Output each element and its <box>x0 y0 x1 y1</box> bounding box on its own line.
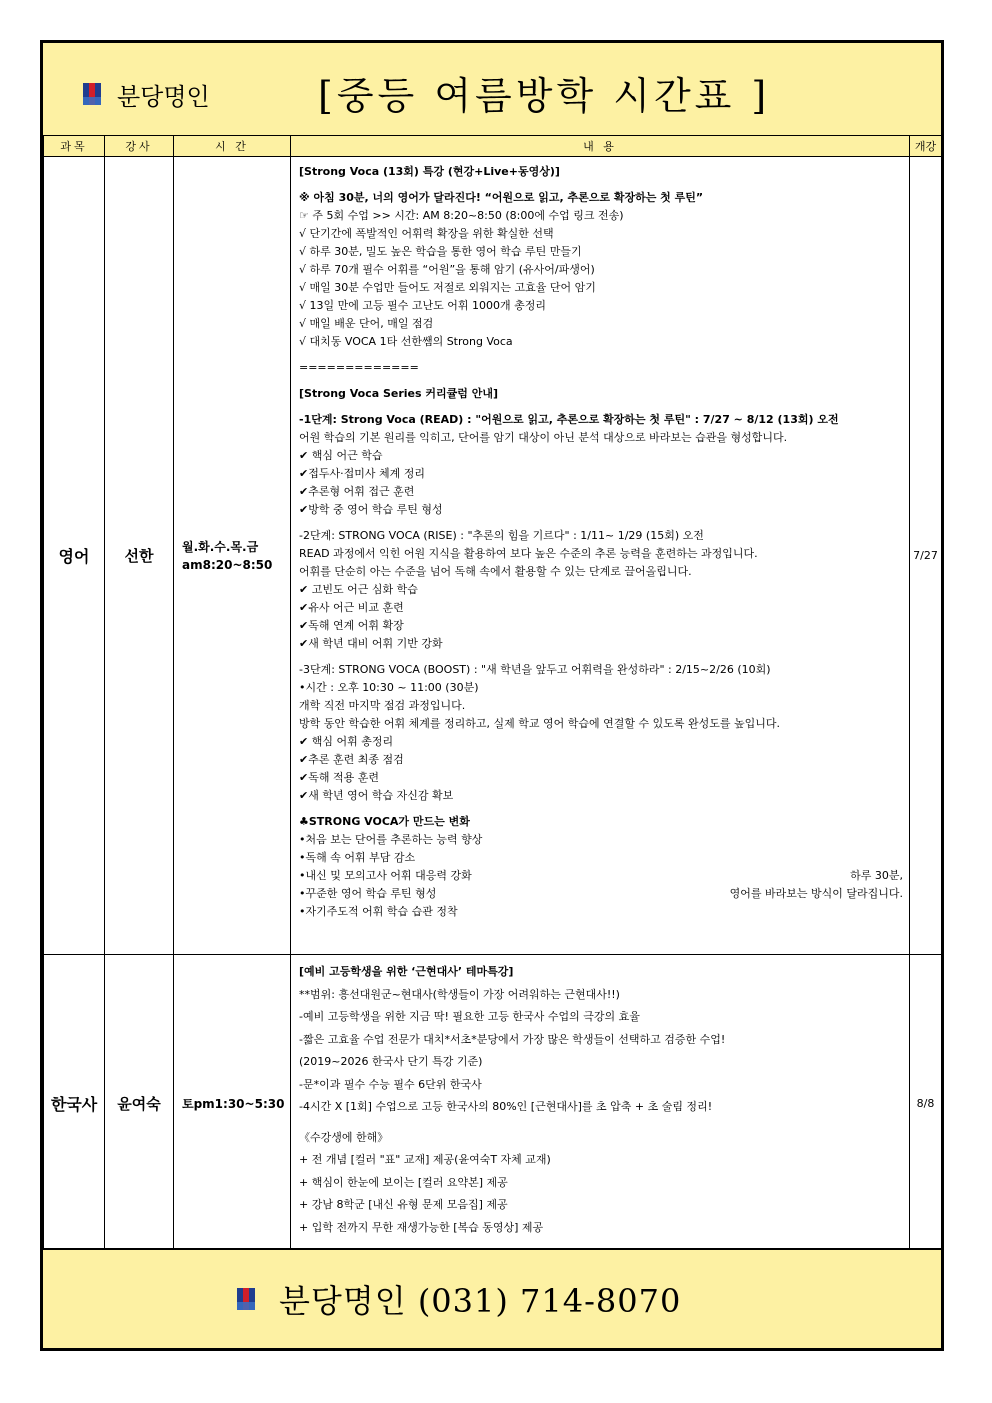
content-line: **범위: 흥선대원군~현대사(학생들이 가장 어려워하는 근현대사!!) <box>299 987 620 1001</box>
content-line: [Strong Voca (13회) 특강 (현강+Live+동영상)] <box>299 165 560 178</box>
content-line: √ 하루 30분, 밀도 높은 학습을 통한 영어 학습 루틴 만들기 <box>299 245 582 258</box>
brand-name: 분당명인 <box>117 83 210 111</box>
content-line: √ 매일 30분 수업만 들어도 저절로 외워지는 고효율 단어 암기 <box>299 281 596 294</box>
time-days: 월.화.수.목.금 <box>182 539 259 554</box>
content-line-right: 영어를 바라보는 방식이 달라집니다. <box>729 887 903 900</box>
content-line <box>299 885 903 903</box>
subject-cell: 영어 <box>44 157 105 955</box>
content-line: ✔새 학년 영어 학습 자신감 확보 <box>299 789 454 802</box>
open-date-cell: 7/27 <box>910 157 942 955</box>
footer-contact: 분당명인 (031) 714-8070 <box>279 1282 682 1320</box>
content-line: •자기주도적 어휘 학습 습관 정착 <box>299 905 458 918</box>
content-lines <box>299 961 903 1239</box>
content-lines <box>299 163 903 921</box>
academy-logo-icon <box>237 1288 255 1310</box>
content-line: ♣STRONG VOCA가 만드는 변화 <box>299 815 470 828</box>
content-line: ✔ 고빈도 어근 심화 학습 <box>299 583 418 596</box>
content-line: √ 하루 70개 필수 어휘를 “어원”을 통해 암기 (유사어/파생어) <box>299 263 595 276</box>
instructor-cell: 선한 <box>105 157 174 955</box>
time-cell <box>174 157 291 955</box>
content-line: •시간 : 오후 10:30 ~ 11:00 (30분) <box>299 681 479 694</box>
content-line: ☞ 주 5회 수업 >> 시간: AM 8:20~8:50 (8:00에 수업 링크 전송) <box>299 209 624 222</box>
col-content-header: 내 용 <box>291 136 910 157</box>
content-line: √ 매일 배운 단어, 매일 점검 <box>299 317 434 330</box>
content-line: + 입학 전까지 무한 재생가능한 [복습 동영상] 제공 <box>299 1220 544 1234</box>
content-line: ✔접두사·접미사 체계 정리 <box>299 467 425 480</box>
open-date-cell: 8/8 <box>910 955 942 1253</box>
content-line: (2019~2026 한국사 단기 특강 기준) <box>299 1055 483 1068</box>
footer-banner <box>43 1248 941 1348</box>
content-line: ✔방학 중 영어 학습 루틴 형성 <box>299 503 443 516</box>
content-line: 《수강생에 한해》 <box>299 1130 389 1144</box>
col-open-header: 개강 <box>910 136 942 157</box>
time-cell <box>174 955 291 1253</box>
time-days: 토pm1:30~5:30 <box>182 1096 285 1111</box>
line-spacer <box>299 181 903 189</box>
col-time-header: 시 간 <box>174 136 291 157</box>
content-line: 개학 직전 마지막 점검 과정입니다. <box>299 699 466 712</box>
content-line: + 강남 8학군 [내신 유형 문제 모음집] 제공 <box>299 1198 508 1211</box>
header-banner <box>43 43 941 137</box>
column-header-row <box>44 136 942 157</box>
content-line: -1단계: Strong Voca (READ) : "어원으로 읽고, 추론으로 확장하는 첫 루틴" : 7/27 ~ 8/12 (13회) 오전 <box>299 413 839 426</box>
content-cell <box>291 955 910 1253</box>
line-spacer <box>299 1119 903 1127</box>
content-line: ✔새 학년 대비 어휘 기반 강화 <box>299 637 443 650</box>
content-line: READ 과정에서 익힌 어원 지식을 활용하여 보다 높은 수준의 추론 능력을 훈련하는 과정입니다. <box>299 547 758 560</box>
content-line: •처음 보는 단어를 추론하는 능력 향상 <box>299 833 483 846</box>
schedule-table <box>43 135 942 1253</box>
content-line: 어원 학습의 기본 원리를 익히고, 단어를 암기 대상이 아닌 분석 대상으로 바라보는 습관을 형성합니다. <box>299 431 788 444</box>
content-line: ✔독해 연계 어휘 확장 <box>299 619 404 632</box>
content-line: ✔추론형 어휘 접근 훈련 <box>299 485 415 498</box>
time-hours: am8:20~8:50 <box>182 557 273 572</box>
content-line: 방학 동안 학습한 어휘 체계를 정리하고, 실제 학교 영어 학습에 연결할 수 있도록 완성도를 높입니다. <box>299 717 780 730</box>
content-line: ✔유사 어근 비교 훈련 <box>299 601 404 614</box>
line-spacer <box>299 377 903 385</box>
content-line: ============= <box>299 361 419 374</box>
academy-logo-icon <box>83 83 101 105</box>
content-line-left: •내신 및 모의고사 어휘 대응력 강화 <box>299 869 472 882</box>
content-line: 어휘를 단순히 아는 수준을 넘어 독해 속에서 활용할 수 있는 단계로 끌어올립니다. <box>299 565 692 578</box>
line-spacer <box>299 805 903 813</box>
content-line: •독해 속 어휘 부담 감소 <box>299 851 416 864</box>
content-cell <box>291 157 910 955</box>
instructor-cell: 윤여숙 <box>105 955 174 1253</box>
content-line: ✔ 핵심 어휘 총정리 <box>299 735 394 748</box>
line-spacer <box>299 351 903 359</box>
content-line: -3단계: STRONG VOCA (BOOST) : "새 학년을 앞두고 어휘력을 완성하라" : 2/15~2/26 (10회) <box>299 663 771 676</box>
col-subject-header: 과목 <box>44 136 105 157</box>
content-line-right: 하루 30분, <box>850 869 903 882</box>
content-line: -2단계: STRONG VOCA (RISE) : "추론의 힘을 기르다" : 1/11~ 1/29 (15회) 오전 <box>299 529 704 542</box>
content-line: √ 대치동 VOCA 1타 선한쌤의 Strong Voca <box>299 335 513 348</box>
subject-cell: 한국사 <box>44 955 105 1253</box>
content-line: ※ 아침 30분, 너의 영어가 달라진다! “어원으로 읽고, 추론으로 확장하는 첫 루틴” <box>299 191 704 204</box>
line-spacer <box>299 519 903 527</box>
content-line: √ 단기간에 폭발적인 어휘력 확장을 위한 확실한 선택 <box>299 227 554 240</box>
page-title: [중등 여름방학 시간표 ] <box>318 74 771 118</box>
line-spacer <box>299 653 903 661</box>
content-line: [예비 고등학생을 위한 ‘근현대사’ 테마특강] <box>299 965 514 978</box>
content-line: ✔독해 적용 훈련 <box>299 771 379 784</box>
content-line: √ 13일 만에 고등 필수 고난도 어휘 1000개 총정리 <box>299 299 546 312</box>
content-line: + 전 개념 [컬러 "표" 교재] 제공(윤여숙T 자체 교재) <box>299 1153 551 1166</box>
content-line: -짧은 고효율 수업 전문가 대치*서초*분당에서 가장 많은 학생들이 선택하고 검증한 수업! <box>299 1032 726 1046</box>
content-line: [Strong Voca Series 커리큘럼 안내] <box>299 387 498 400</box>
content-line: ✔추론 훈련 최종 점검 <box>299 753 404 766</box>
line-spacer <box>299 403 903 411</box>
timetable-frame <box>40 40 944 1351</box>
content-line-left: •꾸준한 영어 학습 루틴 형성 <box>299 887 437 900</box>
content-line <box>299 867 903 885</box>
content-line: -예비 고등학생을 위한 지금 딱! 필요한 고등 한국사 수업의 극강의 효율 <box>299 1010 640 1023</box>
table-row-korean-history <box>44 955 942 1253</box>
content-line: ✔ 핵심 어근 학습 <box>299 449 383 462</box>
col-instructor-header: 강사 <box>105 136 174 157</box>
content-line: -4시간 X [1회] 수업으로 고등 한국사의 80%인 [근현대사]를 초 압축 + 초 술림 정리! <box>299 1100 713 1113</box>
table-row-english <box>44 157 942 955</box>
content-line: + 핵심이 한눈에 보이는 [컬러 요약본] 제공 <box>299 1175 508 1189</box>
content-line: -문*이과 필수 수능 필수 6단위 한국사 <box>299 1077 482 1091</box>
